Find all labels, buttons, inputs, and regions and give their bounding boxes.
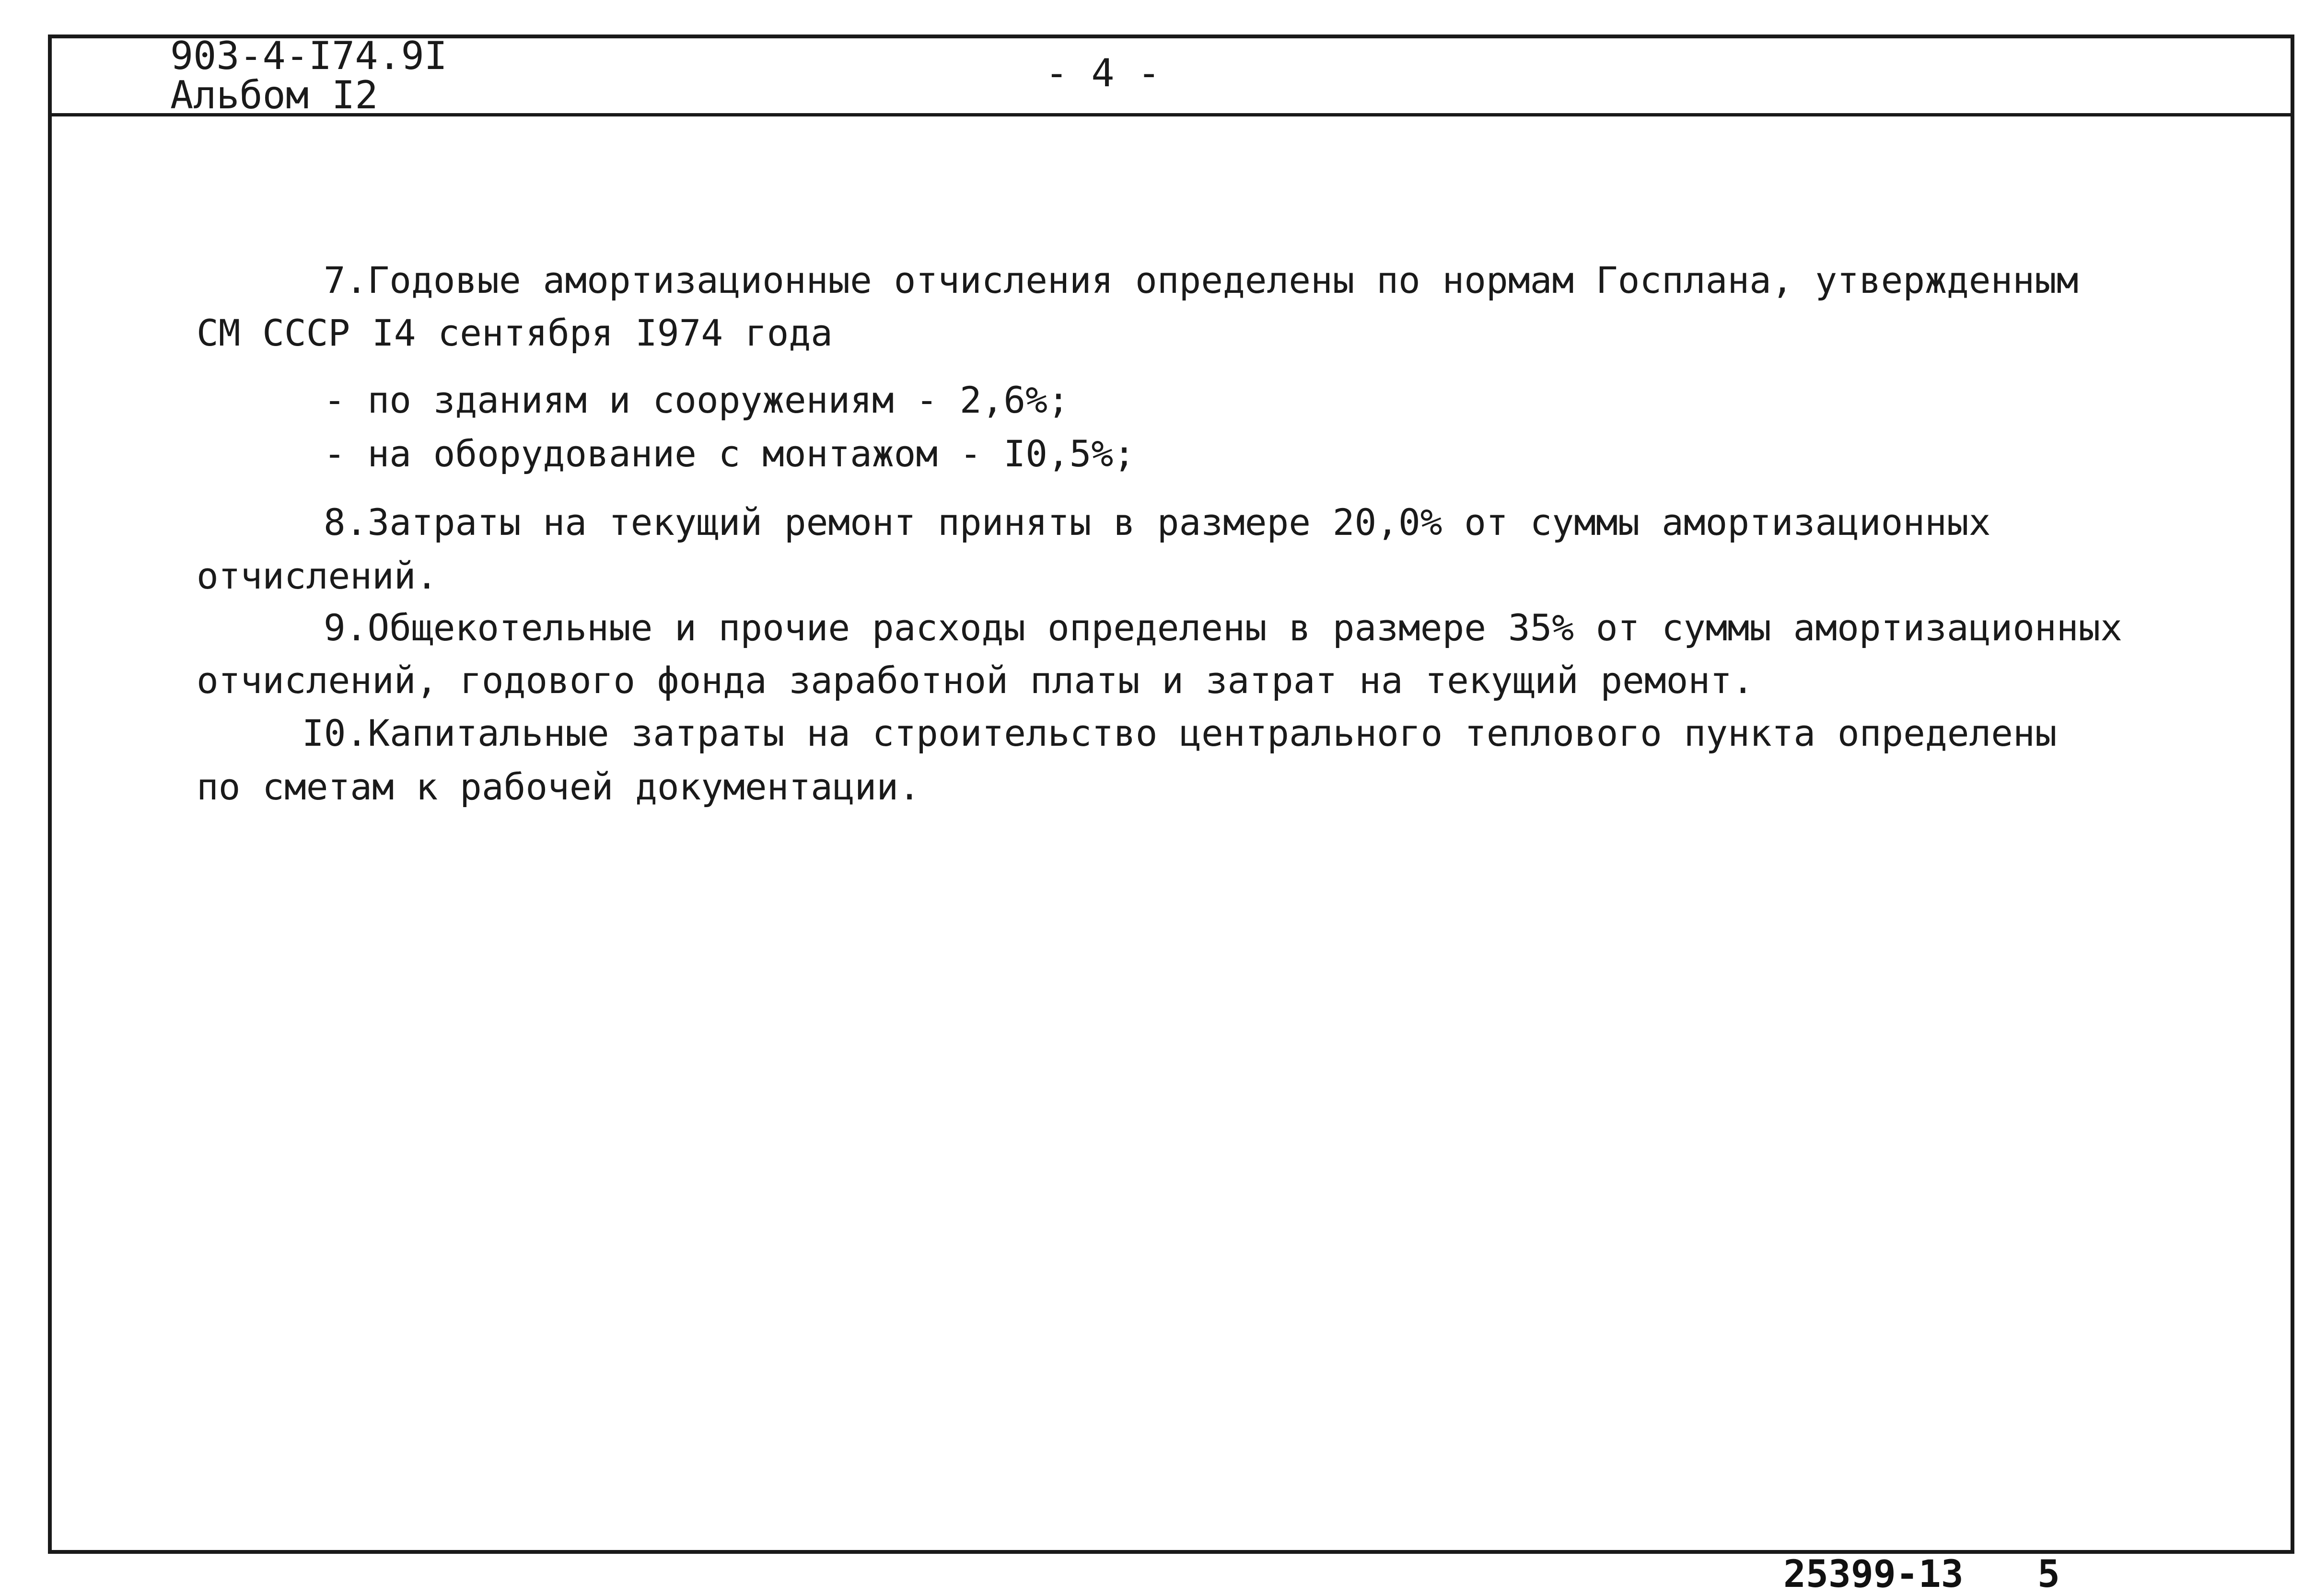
paragraph-8-line-2: отчислений. xyxy=(197,555,438,597)
archive-stamp-code: 25399-13 xyxy=(1783,1553,1964,1596)
paragraph-7-list-item-2: - на оборудование с монтажом - I0,5%; xyxy=(324,432,1135,475)
paragraph-10-line-1: I0.Капитальные затраты на строительство центрального теплового пункта определены xyxy=(302,712,2057,754)
paragraph-7-line-1: 7.Годовые амортизационные отчисления определены по нормам Госплана, утвержденным xyxy=(324,259,2079,301)
paragraph-7-list-item-1: - по зданиям и сооружениям - 2,6%; xyxy=(324,379,1070,421)
header-divider xyxy=(48,113,2294,116)
sheet-number: 5 xyxy=(2037,1553,2060,1596)
paragraph-7-line-2: СМ СССР I4 сентября I974 года xyxy=(197,312,833,354)
paragraph-10-line-2: по сметам к рабочей документации. xyxy=(197,765,920,808)
page-number: - 4 - xyxy=(1045,51,1161,95)
album-label: Альбом I2 xyxy=(170,73,378,117)
document-code: 903-4-I74.9I xyxy=(170,34,447,78)
paragraph-8-line-1: 8.Затраты на текущий ремонт приняты в размере 20,0% от суммы амортизационных xyxy=(324,501,1991,544)
paragraph-9-line-1: 9.Общекотельные и прочие расходы определены в размере 35% от суммы амортизационных xyxy=(324,606,2122,649)
paragraph-9-line-2: отчислений, годового фонда заработной платы и затрат на текущий ремонт. xyxy=(197,659,1754,702)
